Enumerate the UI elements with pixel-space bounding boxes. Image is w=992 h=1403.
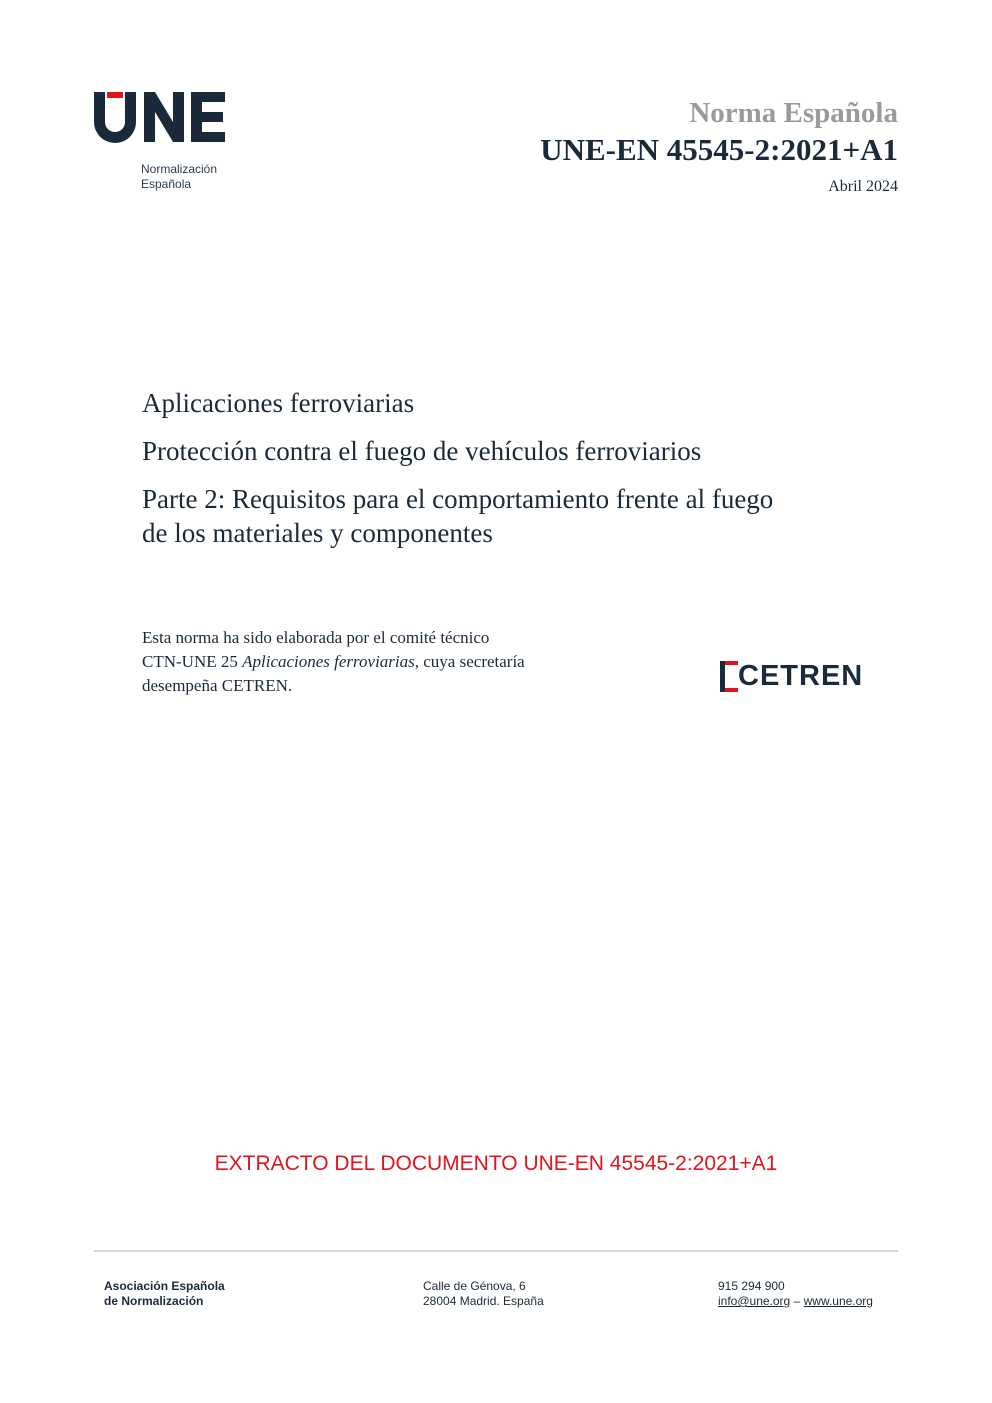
- cetren-logo-mark: [720, 658, 740, 696]
- publication-date: Abril 2024: [828, 178, 898, 195]
- une-logo: [92, 88, 242, 198]
- committee-line-1: Esta norma ha sido elaborada por el comité técnico: [142, 628, 490, 647]
- footer-contact: [718, 1279, 873, 1309]
- logo-subtitle: [141, 162, 217, 192]
- footer-organization: [104, 1279, 225, 1309]
- footer-website-link[interactable]: www.une.org: [803, 1294, 873, 1308]
- extract-banner: EXTRACTO DEL DOCUMENTO UNE-EN 45545-2:2021+A1: [214, 1152, 778, 1175]
- title-line-1: Aplicaciones ferroviarias: [142, 388, 415, 418]
- footer-org-line-2: de Normalización: [104, 1294, 204, 1308]
- committee-name: Aplicaciones ferroviarias: [242, 652, 415, 671]
- header-right: [540, 96, 898, 196]
- footer-separator: –: [793, 1294, 801, 1308]
- footer-email-link[interactable]: info@une.org: [718, 1294, 791, 1308]
- footer-address: [423, 1279, 544, 1309]
- footer-address-line-1: Calle de Génova, 6: [423, 1279, 526, 1293]
- une-logo-mark: [92, 88, 232, 148]
- footer-org-line-1: Asociación Española: [104, 1279, 225, 1293]
- title-line-3b: de los materiales y componentes: [142, 518, 493, 548]
- footer-divider: [94, 1250, 898, 1252]
- committee-code: CTN-UNE 25: [142, 652, 243, 671]
- committee-line-3: desempeña CETREN.: [142, 676, 293, 695]
- footer-phone: 915 294 900: [718, 1279, 785, 1293]
- committee-line-2-suffix: , cuya secretaría: [414, 652, 525, 671]
- committee-note: [142, 626, 662, 698]
- footer-links: [718, 1294, 873, 1309]
- document-title: [142, 386, 912, 550]
- title-line-3a: Parte 2: Requisitos para el comportamiento frente al fuego: [142, 484, 774, 514]
- title-line-3: [142, 482, 912, 550]
- footer-address-line-2: 28004 Madrid. España: [423, 1294, 544, 1308]
- norma-label: Norma Española: [689, 97, 898, 129]
- logo-subtitle-line2: Española: [141, 177, 192, 191]
- standard-code: UNE-EN 45545-2:2021+A1: [540, 132, 898, 167]
- logo-subtitle-line1: Normalización: [141, 162, 218, 176]
- committee-line-2: [142, 650, 662, 674]
- title-line-2: Protección contra el fuego de vehículos ferroviarios: [142, 436, 702, 466]
- cetren-logo-text: CETREN: [738, 660, 864, 692]
- cetren-logo: [720, 658, 862, 696]
